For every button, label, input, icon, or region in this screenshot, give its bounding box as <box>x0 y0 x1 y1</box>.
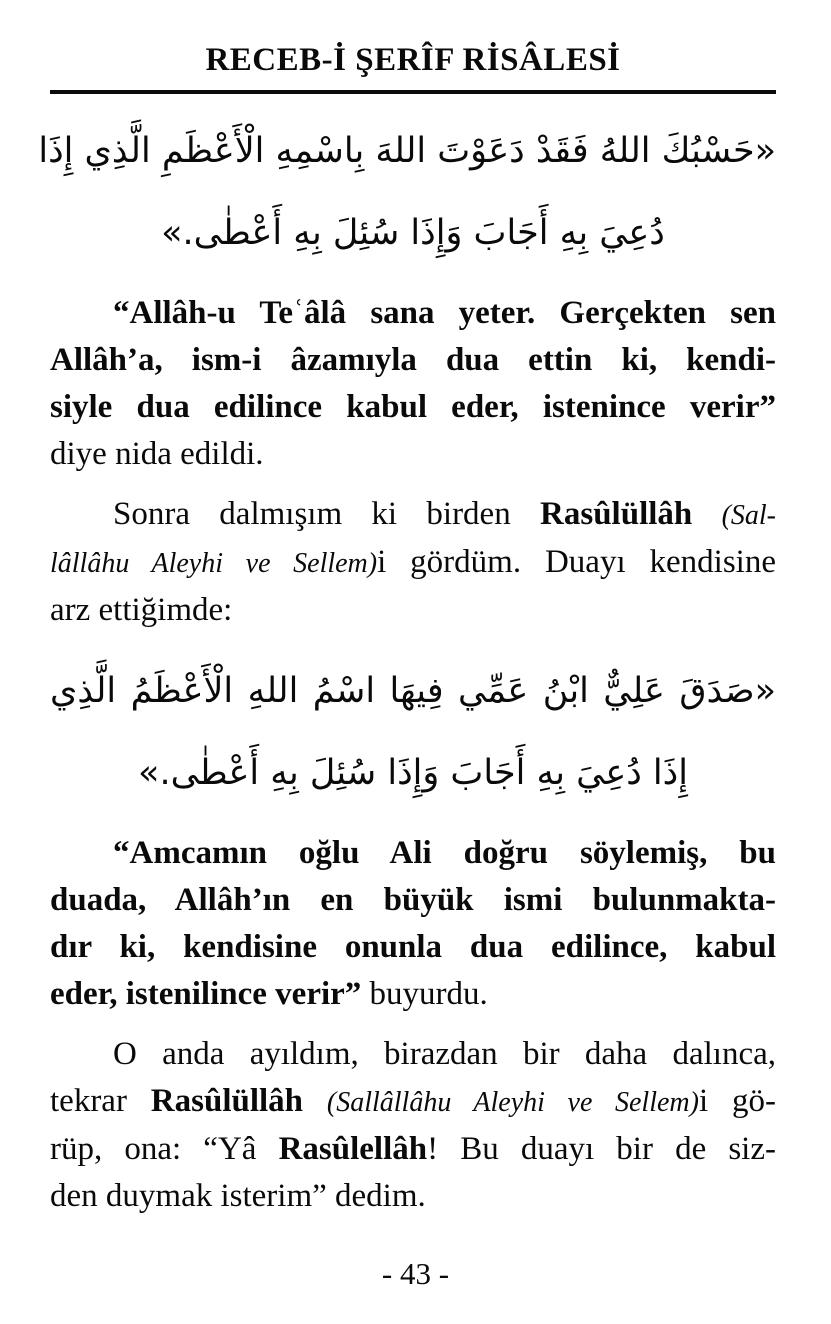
text-line <box>50 1126 776 1173</box>
paragraph <box>50 290 776 478</box>
text-segment-bold: siyle dua edilince kabul eder, istenince verir” <box>50 389 776 425</box>
paragraph <box>50 1031 776 1220</box>
page-header <box>50 38 776 94</box>
text-segment-regular: ! Bu duayı bir de siz- <box>427 1131 776 1167</box>
header-rule <box>50 90 776 94</box>
text-line <box>50 539 776 587</box>
text-line <box>50 971 776 1018</box>
text-line <box>50 924 776 971</box>
text-segment-bold: Rasûlüllâh <box>150 1083 327 1119</box>
arabic-line: «حَسْبُكَ اللهُ فَقَدْ دَعَوْتَ اللهَ بِاسْمِهِ الْأَعْظَمِ الَّذِي إِذَا <box>38 131 776 171</box>
text-segment-bold: duada, Allâh’ın en büyük ismi bulunmakta- <box>50 882 776 918</box>
text-line <box>50 431 776 478</box>
text-segment-bold: “Amcamın oğlu Ali doğru söylemiş, bu <box>113 835 776 871</box>
text-line <box>50 384 776 431</box>
text-segment-bold: “Allâh-u Teʿâlâ sana yeter. Gerçekten sen <box>113 295 776 331</box>
arabic-line: «صَدَقَ عَلِيٌّ ابْنُ عَمِّي فِيهَا اسْمُ اللهِ الْأَعْظَمُ الَّذِي <box>50 671 776 711</box>
text-line <box>50 491 776 539</box>
text-segment-bold: Rasûlellâh <box>278 1131 428 1167</box>
text-segment-regular: rüp, ona: “Yâ <box>50 1131 279 1167</box>
text-segment-italic: (Sal- <box>721 500 776 531</box>
arabic-line: دُعِيَ بِهِ أَجَابَ وَإِذَا سُئِلَ بِهِ أَعْطٰى.» <box>161 213 665 253</box>
arabic-quote <box>38 110 776 274</box>
text-segment-italic: lâllâhu Aleyhi ve Sellem) <box>50 548 378 579</box>
page-title: RECEB-İ ŞERÎF RİSÂLESİ <box>205 42 621 78</box>
text-line <box>50 1078 776 1126</box>
text-segment-bold: dır ki, kendisine onunla dua edilince, kabul <box>50 929 776 965</box>
text-segment-regular: i gördüm. Duayı kendisine <box>377 544 776 580</box>
text-segment-regular: den duymak isterim” dedim. <box>50 1178 426 1214</box>
page-number: - 43 - <box>381 1256 450 1291</box>
text-segment-regular: arz ettiğimde: <box>50 592 233 628</box>
text-segment-regular: buyurdu. <box>361 976 488 1012</box>
text-segment-bold: Rasûlüllâh <box>540 496 722 532</box>
paragraph <box>50 491 776 634</box>
paragraph <box>50 830 776 1018</box>
text-segment-italic: (Sallâllâhu Aleyhi ve Sellem) <box>326 1087 699 1118</box>
text-line <box>50 830 776 877</box>
text-segment-bold: Allâh’a, ism-i âzamıyla dua ettin ki, kendi- <box>50 342 776 378</box>
text-segment-regular: O anda ayıldım, birazdan bir daha dalınca, <box>113 1036 776 1072</box>
arabic-line: إِذَا دُعِيَ بِهِ أَجَابَ وَإِذَا سُئِلَ بِهِ أَعْطٰى.» <box>138 753 688 793</box>
text-line <box>50 290 776 337</box>
arabic-quote <box>50 650 776 814</box>
text-line <box>50 877 776 924</box>
text-line <box>50 587 776 634</box>
text-segment-regular: tekrar <box>50 1083 151 1119</box>
content-sections <box>38 110 776 1220</box>
text-segment-regular: diye nida edildi. <box>50 436 264 472</box>
text-line <box>50 1173 776 1220</box>
text-line <box>50 337 776 384</box>
text-segment-bold: eder, istenilince verir” <box>50 976 362 1012</box>
text-line <box>50 1031 776 1078</box>
text-segment-regular: Sonra dalmışım ki birden <box>113 496 541 532</box>
text-segment-regular: i gö- <box>698 1083 776 1119</box>
